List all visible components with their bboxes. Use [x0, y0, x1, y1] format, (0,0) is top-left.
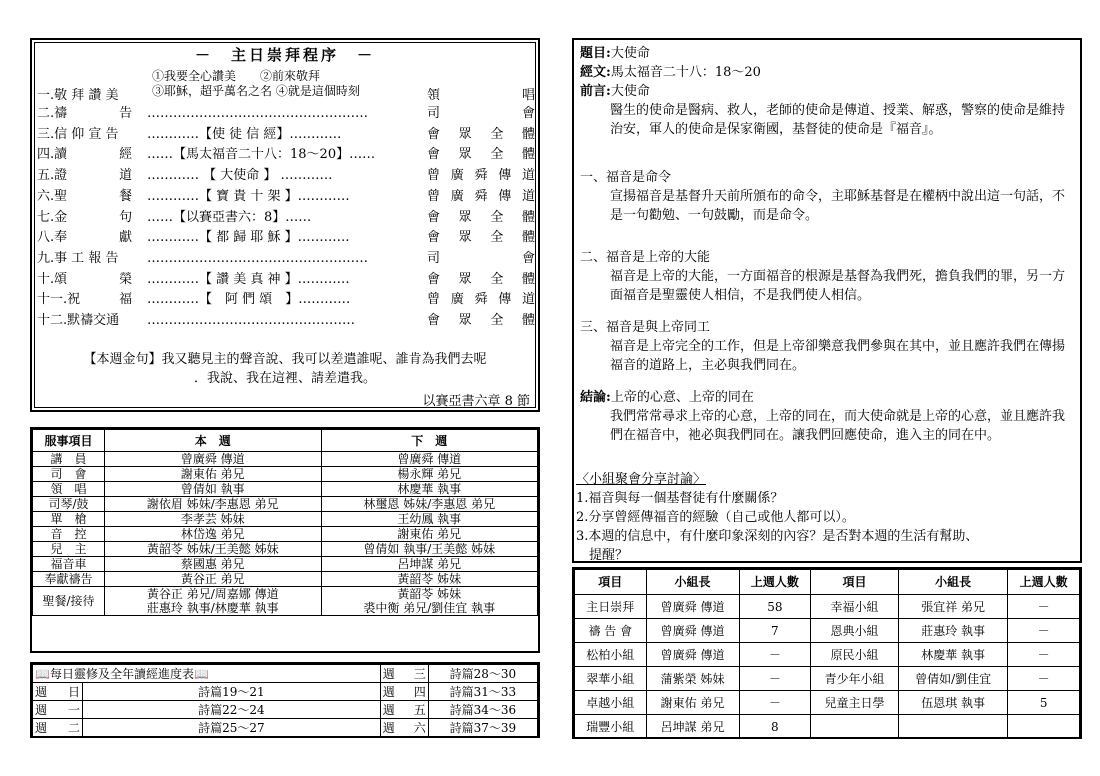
group-leader: 莊惠玲 執事 — [898, 619, 1007, 643]
worship-item-leader-text: 會 眾 全 體 — [427, 230, 535, 246]
worship-item-leader — [427, 125, 535, 145]
group-item: 青少年小組 — [811, 667, 899, 691]
service-role: 奉獻禱告 — [33, 572, 105, 587]
service-this-week: 蔡國惠 弟兄 — [105, 557, 322, 572]
reading-day: 週 二 — [33, 719, 83, 737]
reading-day: 週 日 — [33, 683, 83, 701]
small-groups-table — [574, 569, 1080, 739]
sermon-point-3-title: 三、福音是與上帝同工 — [580, 320, 711, 335]
table-row — [575, 715, 1080, 739]
weekly-verse — [40, 350, 530, 388]
sermon-conclusion-body: 我們常常尋求上帝的心意，上帝的同在，而大使命就是上帝的心意，並且應許我們在福音中，祂必與我們同在。讓我們回應使命，進入主的同在中。 — [610, 409, 1066, 443]
service-this-week: 謝東佑 弟兄 — [105, 467, 322, 482]
sermon-preface-body: 醫生的使命是醫病、救人，老師的使命是傳道、授業、解惑，警察的使命是維持治安，軍人的使命是保家衛國，基督徒的使命是『福音』。 — [610, 103, 1066, 137]
reading-plan-panel — [30, 662, 540, 738]
service-next-week: 林璽恩 姊妹/李惠恩 弟兄 — [321, 497, 538, 512]
reading-plan-table — [32, 664, 538, 737]
sermon-conclusion — [580, 388, 1074, 445]
service-next-week-line-1: 黃韶苓 姊妹 — [397, 587, 462, 601]
reading-passage: 詩篇25～27 — [83, 719, 381, 737]
small-groups-panel — [572, 567, 1082, 739]
hymn-options-line-2: ③耶穌，超乎萬名之名 ④就是這個時刻 — [152, 84, 360, 98]
worship-item-leader-text: 領 唱 — [427, 88, 535, 103]
worship-item-leader-text: 曾 廣 舜 傳 道 — [427, 292, 535, 308]
reading-passage: 詩篇37～39 — [428, 719, 537, 737]
sermon-scripture — [580, 63, 1074, 82]
worship-item-name: 五.證 道 — [37, 168, 133, 184]
worship-row — [37, 311, 537, 331]
group-item: 卓越小組 — [575, 691, 647, 715]
service-this-week: 李孝芸 姊妹 — [105, 512, 322, 527]
service-role: 領 唱 — [33, 482, 105, 497]
worship-row — [37, 249, 537, 269]
group-leader: 張宜祥 弟兄 — [898, 595, 1007, 619]
worship-item-leader — [427, 228, 535, 248]
service-role: 音 控 — [33, 527, 105, 542]
weekly-verse-reference: 以賽亞書六章 8 節 — [422, 394, 530, 409]
worship-item-detail: …………【使 徒 信 經】………… — [147, 126, 342, 142]
service-next-week: 林慶華 執事 — [321, 482, 538, 497]
table-row — [575, 691, 1080, 715]
service-role: 講 員 — [33, 452, 105, 467]
group-count: 58 — [739, 595, 811, 619]
group-leader: 呂坤謀 弟兄 — [646, 715, 739, 739]
worship-item-leader-text: 會 眾 全 體 — [427, 126, 535, 142]
group-count: 8 — [739, 715, 811, 739]
group-leader: 曾倩如/劉佳宜 — [898, 667, 1007, 691]
worship-item-detail: …………………………………………… — [147, 106, 368, 121]
table-row — [33, 587, 538, 616]
service-roster-header — [33, 430, 538, 452]
reading-passage: 詩篇31～33 — [428, 683, 537, 701]
worship-row — [37, 208, 537, 228]
group-leader: 蒲紫榮 姊妹 — [646, 667, 739, 691]
table-row — [33, 683, 538, 701]
worship-item-leader — [427, 86, 535, 106]
table-row — [575, 619, 1080, 643]
worship-item-leader — [427, 249, 535, 269]
sermon-topic-label: 題目: — [580, 46, 611, 61]
group-count — [1008, 715, 1080, 739]
sermon-point-2-body: 福音是上帝的大能，一方面福音的根源是基督為我們死，擔負我們的罪，另一方面福音是聖靈使人相信，不是我們使人相信。 — [610, 269, 1066, 303]
reading-passage: 詩篇19～21 — [83, 683, 381, 701]
group-count: － — [739, 691, 811, 715]
worship-row — [37, 270, 537, 290]
group-count: 5 — [1008, 691, 1080, 715]
worship-item-detail: …………………………………………… — [147, 250, 368, 266]
worship-row — [37, 187, 537, 207]
worship-order-panel — [30, 38, 540, 412]
service-role: 單 槍 — [33, 512, 105, 527]
worship-item-detail: ……【馬太福音二十八：18～20】…… — [147, 147, 376, 163]
group-count: － — [1008, 667, 1080, 691]
table-row — [33, 572, 538, 587]
sermon-point-1-body: 宣揚福音是基督升天前所頒布的命令，主耶穌基督是在權柄中說出這一句話，不是一句勸勉、一句鼓勵，而是命令。 — [610, 189, 1066, 223]
worship-item-leader — [427, 104, 535, 124]
reading-day: 週 四 — [380, 683, 428, 701]
group-count: － — [739, 667, 811, 691]
worship-row — [37, 290, 537, 310]
worship-item-leader-text: 曾 廣 舜 傳 道 — [427, 188, 535, 204]
header-next-week: 下 週 — [321, 430, 538, 452]
worship-item-detail: …………【 讚 美 真 神 】………… — [147, 271, 350, 287]
worship-item-leader — [427, 208, 535, 228]
table-row — [575, 643, 1080, 667]
discussion-section — [576, 470, 1074, 565]
service-this-week: 林岱逸 弟兄 — [105, 527, 322, 542]
worship-item-leader — [427, 187, 535, 207]
worship-item-name: 一.敬 拜 讚 美 — [37, 88, 119, 103]
worship-item-name: 六.聖 餐 — [37, 188, 133, 204]
table-row — [33, 482, 538, 497]
small-groups-header — [575, 570, 1080, 595]
header-this-week: 本 週 — [105, 430, 322, 452]
sermon-topic — [580, 44, 1074, 63]
reading-day: 週 六 — [380, 719, 428, 737]
reading-passage: 詩篇34～36 — [428, 701, 537, 719]
service-this-week: 曾廣舜 傳道 — [105, 452, 322, 467]
sermon-conclusion-title: 上帝的心意、上帝的同在 — [610, 390, 754, 405]
worship-item-leader — [427, 290, 535, 310]
worship-order-title: － 主日崇拜程序 － — [194, 46, 375, 64]
reading-day: 週 一 — [33, 701, 83, 719]
header-item-2: 項目 — [811, 570, 899, 595]
reading-passage: 詩篇22～24 — [83, 701, 381, 719]
worship-item-name: 七.金 句 — [37, 209, 133, 225]
weekly-verse-line-1: 【本週金句】我又聽見主的聲音說、我可以差遣誰呢、誰肯為我們去呢 — [83, 352, 487, 367]
group-count: － — [1008, 595, 1080, 619]
service-next-week: 黃韶苓 姊妹 — [321, 572, 538, 587]
discussion-question-3-cont: 提醒？ — [576, 548, 629, 563]
table-row — [33, 719, 538, 737]
sermon-preface — [580, 82, 1074, 139]
table-row — [33, 542, 538, 557]
service-roster-body — [33, 452, 538, 616]
header-role: 服事項目 — [33, 430, 105, 452]
worship-item-name: 二.禱 告 — [37, 106, 133, 121]
discussion-question-3: 3.本週的信息中，有什麼印象深刻的內容？是否對本週的生活有幫助、 — [576, 529, 979, 544]
reading-day: 週 三 — [380, 665, 428, 683]
service-this-week-line-2: 莊惠玲 執事/林慶華 執事 — [146, 601, 279, 615]
group-count: － — [1008, 643, 1080, 667]
table-row — [33, 512, 538, 527]
worship-row — [37, 145, 537, 165]
group-leader: 林慶華 執事 — [898, 643, 1007, 667]
service-role: 兒 主 — [33, 542, 105, 557]
worship-item-leader-text: 會 眾 全 體 — [427, 209, 535, 225]
worship-item-name: 九.事 工 報 告 — [37, 250, 119, 266]
service-next-week — [321, 587, 538, 616]
service-this-week: 謝依眉 姊妹/李惠恩 弟兄 — [105, 497, 322, 512]
service-next-week: 曾廣舜 傳道 — [321, 452, 538, 467]
worship-item-name: 十一.祝 福 — [37, 292, 133, 308]
sermon-panel — [572, 38, 1082, 563]
group-count: － — [1008, 619, 1080, 643]
worship-item-detail: …………【 阿 們 頌 】………… — [147, 292, 351, 308]
service-roster-panel — [30, 427, 540, 653]
group-item: 原民小組 — [811, 643, 899, 667]
discussion-question-1: 1.福音與每一個基督徒有什麼關係？ — [576, 491, 784, 506]
worship-row — [37, 104, 537, 124]
worship-row — [37, 166, 537, 186]
sermon-topic-value: 大使命 — [610, 46, 650, 61]
table-row — [33, 452, 538, 467]
header-item-1: 項目 — [575, 570, 647, 595]
worship-item-leader — [427, 145, 535, 165]
group-item: 禱 告 會 — [575, 619, 647, 643]
group-item — [811, 715, 899, 739]
worship-item-leader-text: 曾 廣 舜 傳 道 — [427, 168, 535, 184]
worship-item-leader-text: 會 眾 全 體 — [427, 313, 535, 328]
group-leader: 曾廣舜 傳道 — [646, 643, 739, 667]
sermon-point-3 — [580, 318, 1074, 375]
sermon-scripture-label: 經文: — [580, 65, 611, 80]
discussion-title: 〈小組聚會分享討論〉 — [576, 472, 707, 487]
group-count: － — [739, 643, 811, 667]
worship-item-detail: ……【以賽亞書六：8】…… — [147, 209, 312, 225]
group-leader: 曾廣舜 傳道 — [646, 595, 739, 619]
group-leader: 伍恩琪 執事 — [898, 691, 1007, 715]
table-row — [33, 665, 538, 683]
worship-row — [37, 86, 537, 106]
service-this-week: 曾倩如 執事 — [105, 482, 322, 497]
discussion-question-2: 2.分享曾經傳福音的經驗（自己或他人都可以）。 — [576, 510, 855, 525]
worship-item-detail: ………………………………………… — [147, 313, 355, 328]
sermon-point-1-title: 一、福音是命令 — [580, 170, 672, 185]
worship-item-leader — [427, 311, 535, 331]
group-item: 恩典小組 — [811, 619, 899, 643]
table-row — [575, 595, 1080, 619]
service-role: 聖餐/接待 — [33, 587, 105, 616]
small-groups-body — [575, 595, 1080, 739]
header-count-2: 上週人數 — [1008, 570, 1080, 595]
reading-day: 週 五 — [380, 701, 428, 719]
worship-item-leader — [427, 166, 535, 186]
worship-item-name: 十.頌 榮 — [37, 271, 133, 287]
table-row — [33, 701, 538, 719]
worship-item-detail: …………【 寶 貴 十 架 】………… — [147, 188, 350, 204]
group-item: 主日崇拜 — [575, 595, 647, 619]
sermon-conclusion-label: 結論: — [580, 390, 611, 405]
group-item: 瑞豐小組 — [575, 715, 647, 739]
service-next-week: 呂坤謀 弟兄 — [321, 557, 538, 572]
service-next-week-line-2: 裘中衡 弟兄/劉佳宜 執事 — [363, 601, 496, 615]
service-this-week: 黃谷正 弟兄 — [105, 572, 322, 587]
worship-item-name: 三.信 仰 宣 告 — [37, 126, 119, 142]
hymn-options-line-1: ①我要全心讚美 ②前來敬拜 — [152, 69, 321, 83]
service-role: 司琴/鼓 — [33, 497, 105, 512]
worship-item-leader-text: 司 會 — [427, 106, 535, 121]
sermon-point-1 — [580, 168, 1074, 225]
reading-plan-title: 📖每日靈修及全年讀經進度表📖 — [33, 665, 381, 683]
worship-item-leader-text: 司 會 — [427, 250, 535, 266]
header-count-1: 上週人數 — [739, 570, 811, 595]
header-leader-2: 小組長 — [898, 570, 1007, 595]
worship-item-name: 八.奉 獻 — [37, 230, 133, 246]
sermon-point-3-body: 福音是上帝完全的工作，但是上帝卻樂意我們參與在其中，並且應許我們在傳揚福音的道路上，主必與我們同在。 — [610, 339, 1066, 373]
sermon-point-2 — [580, 248, 1074, 305]
table-row — [575, 667, 1080, 691]
group-item: 幸福小組 — [811, 595, 899, 619]
group-item: 兒童主日學 — [811, 691, 899, 715]
reading-passage: 詩篇28～30 — [428, 665, 537, 683]
group-leader: 曾廣舜 傳道 — [646, 619, 739, 643]
service-roster-table — [32, 429, 538, 616]
group-item: 松柏小組 — [575, 643, 647, 667]
worship-item-detail: ………… 【 大使命 】 ………… — [147, 168, 333, 184]
service-this-week-line-1: 黃谷正 弟兄/周嘉娜 傳道 — [146, 587, 279, 601]
service-role: 福音車 — [33, 557, 105, 572]
worship-item-detail: …………【 都 歸 耶 穌 】………… — [147, 230, 350, 246]
worship-item-leader — [427, 270, 535, 290]
group-item: 翠華小組 — [575, 667, 647, 691]
group-leader: 謝東佑 弟兄 — [646, 691, 739, 715]
service-next-week: 王幼鳳 執事 — [321, 512, 538, 527]
reading-plan-body — [33, 665, 538, 737]
table-row — [33, 557, 538, 572]
worship-item-name: 四.讀 經 — [37, 147, 133, 163]
table-row — [33, 467, 538, 482]
table-row — [33, 497, 538, 512]
service-this-week: 黃韶苓 姊妹/王美懿 姊妹 — [105, 542, 322, 557]
worship-item-leader-text: 會 眾 全 體 — [427, 271, 535, 287]
worship-item-name: 十二.默禱交通 — [37, 313, 120, 328]
header-leader-1: 小組長 — [646, 570, 739, 595]
service-this-week — [105, 587, 322, 616]
weekly-verse-line-2: ．我說、我在這裡、請差遣我。 — [193, 371, 376, 386]
service-next-week: 曾倩如 執事/王美懿 姊妹 — [321, 542, 538, 557]
worship-row — [37, 125, 537, 145]
service-next-week: 楊永輝 弟兄 — [321, 467, 538, 482]
worship-item-leader-text: 會 眾 全 體 — [427, 147, 535, 163]
sermon-preface-label: 前言: — [580, 84, 611, 99]
worship-row — [37, 228, 537, 248]
sermon-point-2-title: 二、福音是上帝的大能 — [580, 250, 711, 265]
table-row — [33, 527, 538, 542]
service-role: 司 會 — [33, 467, 105, 482]
group-count: 7 — [739, 619, 811, 643]
group-leader — [898, 715, 1007, 739]
sermon-preface-title: 大使命 — [610, 84, 650, 99]
sermon-scripture-value: 馬太福音二十八：18～20 — [610, 65, 761, 80]
service-next-week: 謝東佑 弟兄 — [321, 527, 538, 542]
